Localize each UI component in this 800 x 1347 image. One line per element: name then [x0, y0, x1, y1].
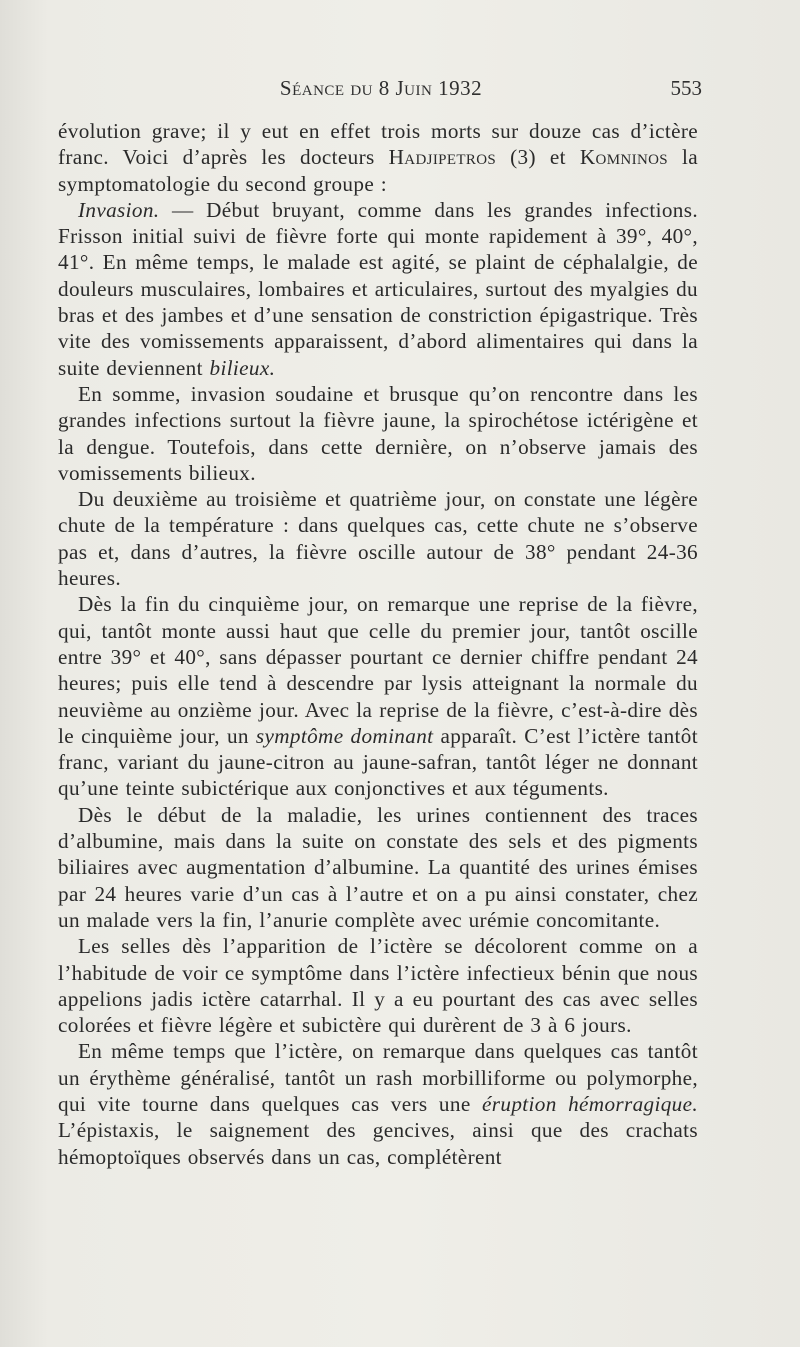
running-title: Séance du 8 Juin 1932: [279, 76, 483, 100]
text-run: En même temps que l’ictère, on remarque dans quelques cas tantôt un érythème généralisé, tantôt un rash morbilliforme ou polymorphe, qui vite tourne dans quelques cas vers une: [58, 1039, 698, 1116]
page-header: [60, 76, 702, 106]
paragraph: [58, 197, 698, 381]
page-number: 553: [670, 76, 702, 100]
text-run: (3) et: [496, 145, 580, 170]
text-run: apparaît. C’est l’ictère tantôt franc, variant du jaune-citron au jaune-safran, tantôt léger ne donnant qu’une teinte subictérique aux conjonctives et aux téguments.: [58, 723, 698, 801]
italic-text: symptôme dominant: [255, 723, 434, 748]
paragraph: [58, 802, 698, 933]
text-run: — Début bruyant, comme dans les grandes infections. Frisson initial suivi de fièvre forte qui monte rapidement à 39°, 40°, 41°. En même temps, le malade est agité, se plaint de céphalalgie, de douleurs musculaires, lombaires et articulaires, surtout des myalgies du bras et des jambes et d’une sensation de constriction épigastrique. Très vite des vomissements apparaissent, d’abord alimentaires qui dans la suite deviennent: [58, 197, 698, 380]
paragraph: [58, 118, 698, 197]
paragraph: [58, 381, 698, 486]
text-run: Du deuxième au troisième et quatrième jour, on constate une légère chute de la température : dans quelques cas, cette chute ne s’observe pas et, dans d’autres, la fièvre oscille autour de 38° pendant 24-36 heures.: [58, 487, 698, 591]
body-text: [58, 118, 698, 1170]
italic-text: Invasion.: [78, 197, 160, 222]
text-run: Dès la fin du cinquième jour, on remarque une reprise de la fièvre, qui, tantôt monte aussi haut que celle du premier jour, tantôt oscille entre 39° et 40°, sans dépasser pourtant ce dernier chiffre pendant 24 heures; puis elle tend à descendre par lysis atteignant la normale du neuvième au onzième jour. Avec la reprise de la fièvre, c’est-à-dire dès le cinquième jour, un: [58, 592, 698, 748]
paragraph: [58, 1038, 698, 1169]
italic-text: éruption hémorragique.: [482, 1091, 699, 1116]
text-run: Les selles dès l’apparition de l’ictère se décolorent comme on a l’habitude de voir ce symptôme dans l’ictère infectieux bénin que nous appelions jadis ictère catarrhal. Il y a eu pourtant des cas avec selles colorées et fièvre légère et subictère qui durèrent de 3 à 6 jours.: [58, 934, 698, 1038]
paragraph: [58, 591, 698, 801]
author-name: Hadjipetros: [388, 145, 497, 170]
author-name: Komninos: [579, 145, 668, 170]
italic-text: bilieux.: [209, 355, 276, 380]
text-run: évolution grave; il y eut en effet trois morts sur douze cas d’ictère franc. Voici d’après les docteurs: [58, 119, 698, 170]
paragraph: [58, 486, 698, 591]
text-run: Dès le début de la maladie, les urines contiennent des traces d’albumine, mais dans la suite on constate des sels et des pigments biliaires avec augmentation d’albumine. La quantité des urines émises par 24 heures varie d’un cas à l’autre et on a pu ainsi constater, chez un malade vers la fin, l’anurie complète avec urémie concomitante.: [58, 802, 698, 932]
text-run: En somme, invasion soudaine et brusque qu’on rencontre dans les grandes infections surtout la fièvre jaune, la spirochétose ictérigène et la dengue. Toutefois, dans cette dernière, on n’observe jamais des vomissements bilieux.: [58, 381, 698, 485]
paragraph: [58, 933, 698, 1038]
text-run: L’épistaxis, le saignement des gencives, ainsi que des crachats hémoptoïques observés dans un cas, complétèrent: [58, 1118, 698, 1169]
text-run: la symptomatologie du second groupe :: [58, 145, 698, 196]
